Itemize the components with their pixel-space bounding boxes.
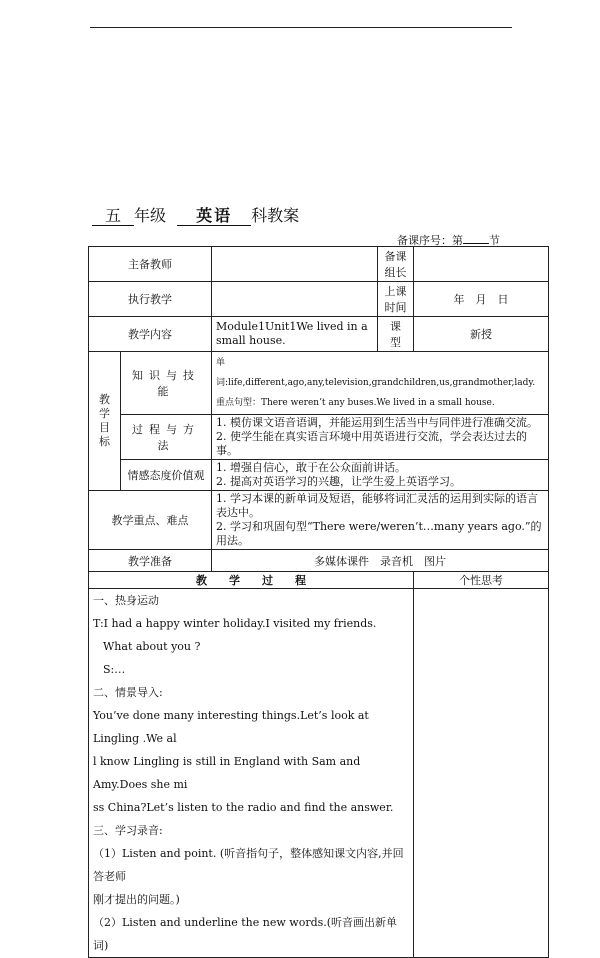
row-exec [89,282,549,317]
knowledge-value [212,352,549,415]
header-rule [90,27,512,28]
content-value: Module1Unit1We lived in a small house. [212,317,378,352]
grade-suffix: 年级 [134,206,167,225]
class-time-value: 年 月 日 [414,282,549,317]
goals-label [89,352,121,491]
lesson-line: l know Lingling is still in England with Sam and Amy.Does she mi [93,755,361,791]
emotion-value [212,460,549,491]
title-suffix: 科教案 [251,206,300,225]
focus-item-2: 2. 学习和巩固句型“There were/weren’t…many years ago.”的用法。 [216,520,542,547]
focus-label: 教学重点、难点 [89,491,212,550]
goals-label-text: 教学目标 [99,393,110,448]
lesson-line: 一、热身运动 [93,594,159,607]
emotion-item-1: 1. 增强自信心，敢于在公众面前讲话。 [216,461,406,474]
subject-field: 英语 [177,207,251,226]
exec-value [212,282,378,317]
group-leader-value [414,247,549,282]
teacher-label: 主备教师 [89,247,212,282]
knowledge-vocab: 单词:life,different,ago,any,television,grandchildren,us,grandmother,lady. [216,358,536,388]
emotion-label: 情感态度价值观 [121,460,212,491]
reflection-body [414,589,549,958]
row-prep [89,550,549,572]
row-emotion [89,460,549,491]
knowledge-label: 知识与技能 [121,352,212,415]
lesson-line: T:I had a happy winter holiday.I visited my friends. [93,617,377,630]
row-process-header [89,572,549,589]
lesson-line: You’ve done many interesting things.Let’s look at Lingling .We al [93,709,369,745]
group-leader-label: 备课组长 [378,247,414,282]
lesson-line: ss China?Let’s listen to the radio and find the answer. [93,801,394,814]
row-focus [89,491,549,550]
lesson-line: What about you ? [103,640,201,653]
row-process [89,415,549,460]
serial-end: 节 [489,234,500,247]
focus-value [212,491,549,550]
lesson-line: 刚才提出的问题。) [93,893,180,906]
class-time-label: 上课时间 [378,282,414,317]
focus-item-1: 1. 学习本课的新单词及短语，能够将词汇灵活的运用到实际的语言表达中。 [216,492,538,519]
type-value: 新授 [414,317,549,352]
process-label: 过程与方法 [121,415,212,460]
lesson-line: （2）Listen and underline the new words.(听音画出新单词) [93,916,398,952]
type-label: 课 型 [378,317,414,352]
content-label: 教学内容 [89,317,212,352]
lesson-line: S:… [103,663,126,676]
reflection-header: 个性思考 [414,572,549,589]
grade-field: 五 [92,207,134,226]
lesson-line: 二、情景导入: [93,686,163,699]
document-title [92,203,299,226]
row-knowledge [89,352,549,415]
teacher-value [212,247,378,282]
lesson-line: 三、学习录音: [93,824,163,837]
prep-value: 多媒体课件 录音机 图片 [212,550,549,572]
exec-label: 执行教学 [89,282,212,317]
lesson-plan-table [88,246,549,958]
row-lesson-body [89,589,549,958]
knowledge-sentence: 重点句型：There weren’t any buses.We lived in a small house. [216,398,495,408]
process-item-1: 1. 模仿课文语音语调，并能运用到生活当中与同伴进行准确交流。 [216,416,538,429]
process-item-2: 2. 使学生能在真实语言环境中用英语进行交流，学会表达过去的事。 [216,430,527,457]
serial-label: 备课序号：第 [397,234,463,247]
process-value [212,415,549,460]
lesson-body [89,589,414,958]
row-teacher [89,247,549,282]
process-header: 教 学 过 程 [89,572,414,589]
serial-blank [463,233,489,244]
prep-label: 教学准备 [89,550,212,572]
lesson-line: （1）Listen and point. (听音指句子，整体感知课文内容,并回答老师 [93,847,404,883]
emotion-item-2: 2. 提高对英语学习的兴趣，让学生爱上英语学习。 [216,475,461,488]
row-content [89,317,549,352]
